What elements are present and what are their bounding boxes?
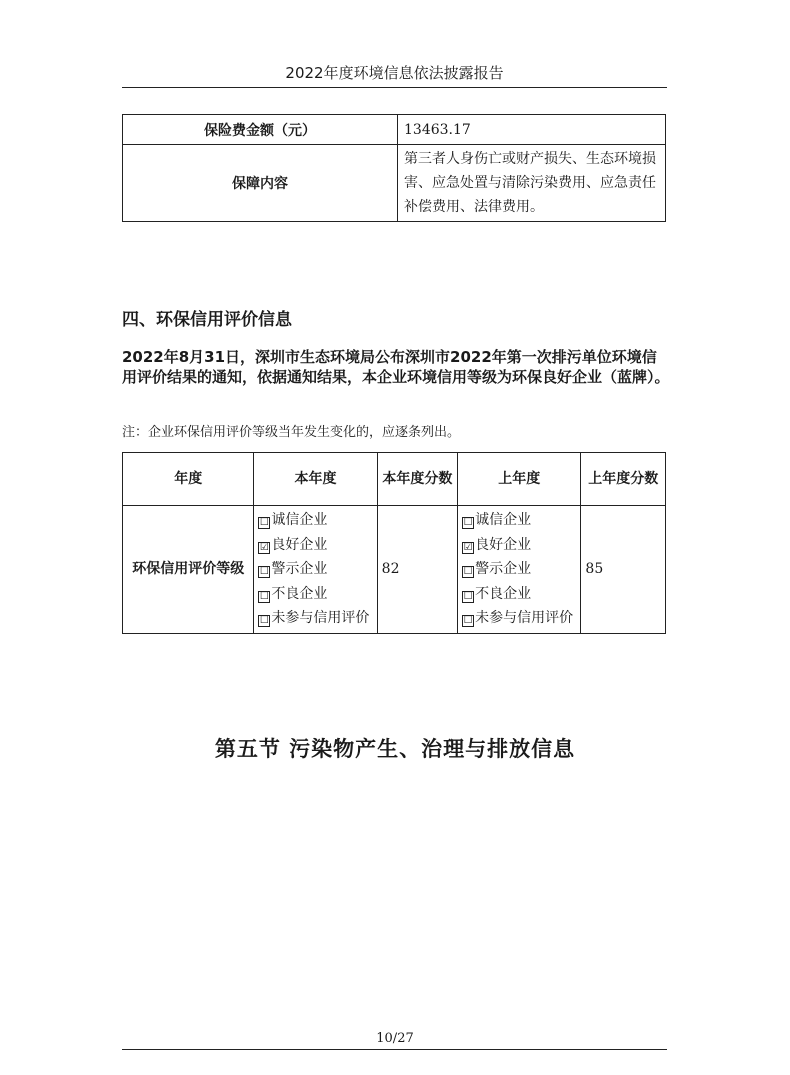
checkbox-icon: ☐: [463, 590, 473, 602]
checkbox-icon: ☐: [463, 615, 473, 626]
section-4-title: 四、环保信用评价信息: [122, 310, 292, 330]
checkbox-option: [462, 508, 576, 533]
coverage-label: 保障内容: [123, 145, 398, 222]
option-label: 未参与信用评价: [271, 610, 370, 626]
header-divider: [122, 87, 667, 88]
header-current-year: 本年度: [254, 453, 377, 506]
option-label: 未参与信用评价: [475, 610, 574, 626]
header-year: 年度: [123, 453, 254, 506]
checkbox-icon: ☐: [259, 590, 269, 602]
current-year-options: [254, 506, 377, 634]
section-4-note: 注：企业环保信用评价等级当年发生变化的，应逐条列出。: [122, 425, 461, 440]
checkbox-option: [258, 533, 372, 558]
header-previous-year: 上年度: [458, 453, 581, 506]
checkbox-option: [258, 508, 372, 533]
page-header-title: 2022年度环境信息依法披露报告: [285, 64, 504, 82]
insurance-table: [122, 114, 666, 222]
table-row: [123, 506, 666, 634]
table-row: [123, 115, 666, 145]
section-4-paragraph: 2022年8月31日，深圳市生态环境局公布深圳市2022年第一次排污单位环境信用评价结果的通知，依据通知结果，本企业环境信用等级为环保良好企业（蓝牌）。: [122, 348, 670, 386]
credit-rating-table: [122, 452, 666, 634]
option-label: 不良企业: [475, 585, 532, 602]
option-label: 不良企业: [271, 585, 328, 602]
option-label: 诚信企业: [475, 512, 532, 528]
rating-row-label: 环保信用评价等级: [123, 506, 254, 634]
checkbox-icon: ☐: [463, 517, 473, 528]
checkbox-option: [462, 557, 576, 582]
checked-checkbox-icon: ☑: [259, 541, 269, 553]
option-label: 良好企业: [271, 536, 328, 553]
coverage-value: 第三者人身伤亡或财产损失、生态环境损害、应急处置与清除污染费用、应急责任补偿费用、法律费用。: [398, 145, 666, 222]
previous-year-options: [458, 506, 581, 634]
table-row: [123, 145, 666, 222]
checkbox-icon: ☐: [463, 566, 473, 577]
checkbox-icon: ☐: [259, 566, 269, 577]
table-header-row: [123, 453, 666, 506]
checkbox-option: [462, 606, 576, 631]
option-label: 警示企业: [271, 561, 328, 577]
checkbox-option: [258, 606, 372, 631]
checkbox-icon: ☐: [259, 615, 269, 626]
checkbox-icon: ☐: [259, 517, 269, 528]
checkbox-option: [258, 557, 372, 582]
previous-year-score: 85: [581, 506, 666, 634]
header-previous-score: 上年度分数: [581, 453, 666, 506]
section-5-title: 第五节 污染物产生、治理与排放信息: [214, 737, 576, 761]
checkbox-option: [462, 533, 576, 558]
insurance-amount-value: 13463.17: [398, 115, 666, 145]
option-label: 良好企业: [475, 536, 532, 553]
current-year-score: 82: [377, 506, 457, 634]
checkbox-option: [462, 582, 576, 607]
footer-divider: [122, 1049, 667, 1050]
checked-checkbox-icon: ☑: [463, 541, 473, 553]
option-label: 警示企业: [475, 561, 532, 577]
insurance-amount-label: 保险费金额（元）: [123, 115, 398, 145]
header-current-score: 本年度分数: [377, 453, 457, 506]
checkbox-option: [258, 582, 372, 607]
option-label: 诚信企业: [271, 512, 328, 528]
page-number: 10/27: [376, 1031, 414, 1046]
